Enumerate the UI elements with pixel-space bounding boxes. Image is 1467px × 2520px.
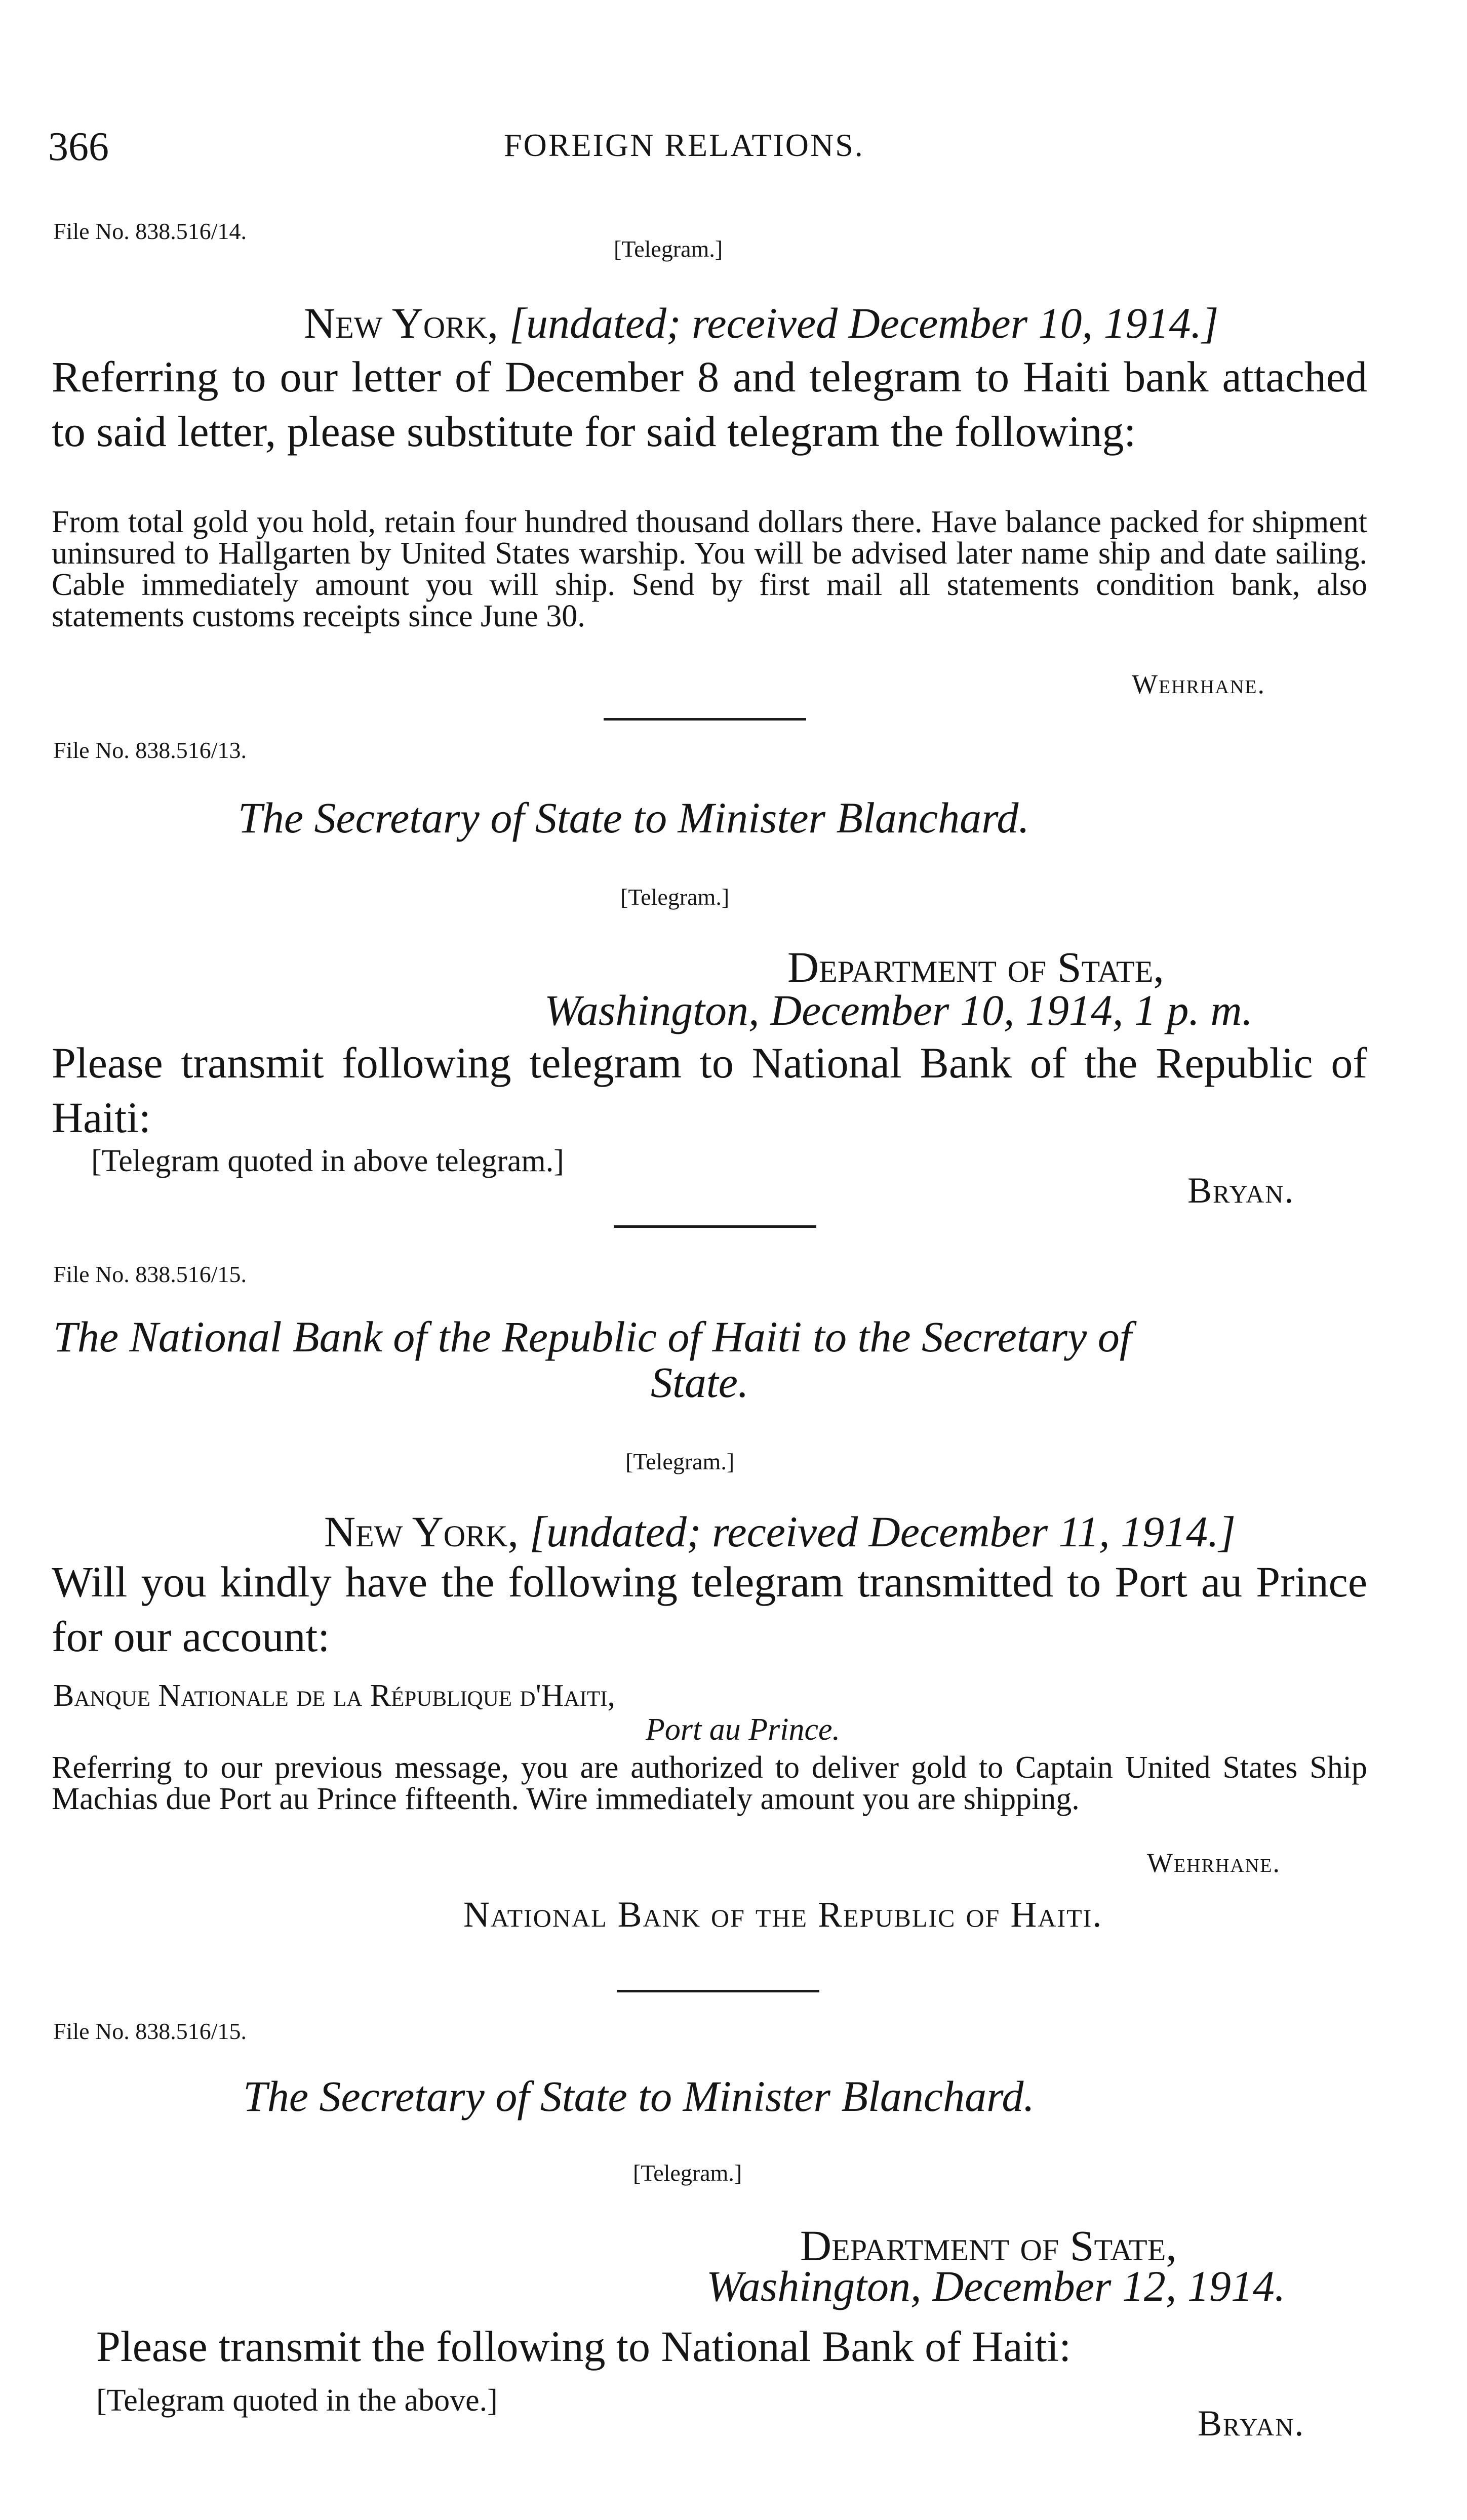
editorial-note: [Telegram quoted in the above.]	[96, 2383, 498, 2418]
telegram-addressee: Banque Nationale de la République d'Haiti,	[53, 1678, 615, 1713]
page-number: 366	[48, 125, 109, 169]
place-date-line: Washington, December 10, 1914, 1 p. m.	[544, 986, 1253, 1034]
document-title: The Secretary of State to Minister Blanchard.	[243, 2072, 1035, 2121]
signature: Bryan.	[1198, 2403, 1305, 2444]
section-divider	[604, 718, 806, 721]
telegram-addressee-place: Port au Prince.	[646, 1712, 840, 1747]
document-title-line-1: The National Bank of the Republic of Haiti to the Secretary of	[53, 1312, 1132, 1361]
dateline-date-note: [undated; received December 10, 1914.]	[509, 299, 1219, 347]
signature: Wehrhane.	[1132, 669, 1266, 699]
telegram-label: [Telegram.]	[625, 1449, 735, 1474]
body-paragraph: Will you kindly have the following telegram transmitted to Port au Prince for our account:	[52, 1557, 1367, 1661]
body-paragraph: Referring to our letter of December 8 and telegram to Haiti bank attached to said letter, please substitute for said telegram the following:	[52, 352, 1367, 456]
quoted-telegram: Referring to our previous message, you are authorized to deliver gold to Captain United States Ship Machias due Port au Prince fifteenth. Wire immediately amount you are shipping.	[52, 1750, 1367, 1816]
telegram-label: [Telegram.]	[633, 2160, 742, 2186]
dateline-place: New York,	[324, 1507, 519, 1556]
file-number: File No. 838.516/15.	[53, 2018, 247, 2044]
dateline	[324, 1506, 1236, 1557]
section-divider	[614, 1225, 816, 1228]
body-paragraph: Please transmit following telegram to National Bank of the Republic of Haiti:	[52, 1038, 1367, 1142]
dateline	[304, 298, 1219, 348]
signature: Bryan.	[1187, 1170, 1295, 1211]
running-title: FOREIGN RELATIONS.	[504, 127, 864, 163]
place-date-line: Washington, December 12, 1914.	[706, 2262, 1286, 2310]
quoted-telegram: From total gold you hold, retain four hundred thousand dollars there. Have balance packed for shipment uninsured to Hallgarten by United States warship. You will be advised later name ship and date sailing. Cable immediately amount you will ship. Send by first mail all statements condition bank, also statements customs receipts since June 30.	[52, 505, 1367, 633]
telegram-label: [Telegram.]	[614, 236, 723, 262]
signature-institution: National Bank of the Republic of Haiti.	[463, 1894, 1103, 1935]
file-number: File No. 838.516/13.	[53, 737, 247, 763]
file-number: File No. 838.516/15.	[53, 1261, 247, 1287]
dateline-place: New York,	[304, 299, 498, 347]
document-title-line-2: State.	[651, 1358, 749, 1407]
sender-line: Department of State,	[787, 943, 1164, 991]
section-divider	[617, 1990, 819, 1992]
document-title: The Secretary of State to Minister Blanchard.	[238, 793, 1029, 842]
signature: Wehrhane.	[1147, 1848, 1281, 1878]
body-paragraph: Please transmit the following to National Bank of Haiti:	[96, 2322, 1072, 2371]
editorial-note: [Telegram quoted in above telegram.]	[91, 1144, 564, 1178]
telegram-label: [Telegram.]	[620, 884, 730, 910]
dateline-date-note: [undated; received December 11, 1914.]	[529, 1507, 1236, 1556]
file-number: File No. 838.516/14.	[53, 218, 247, 244]
sender-line: Department of State,	[800, 2221, 1177, 2270]
